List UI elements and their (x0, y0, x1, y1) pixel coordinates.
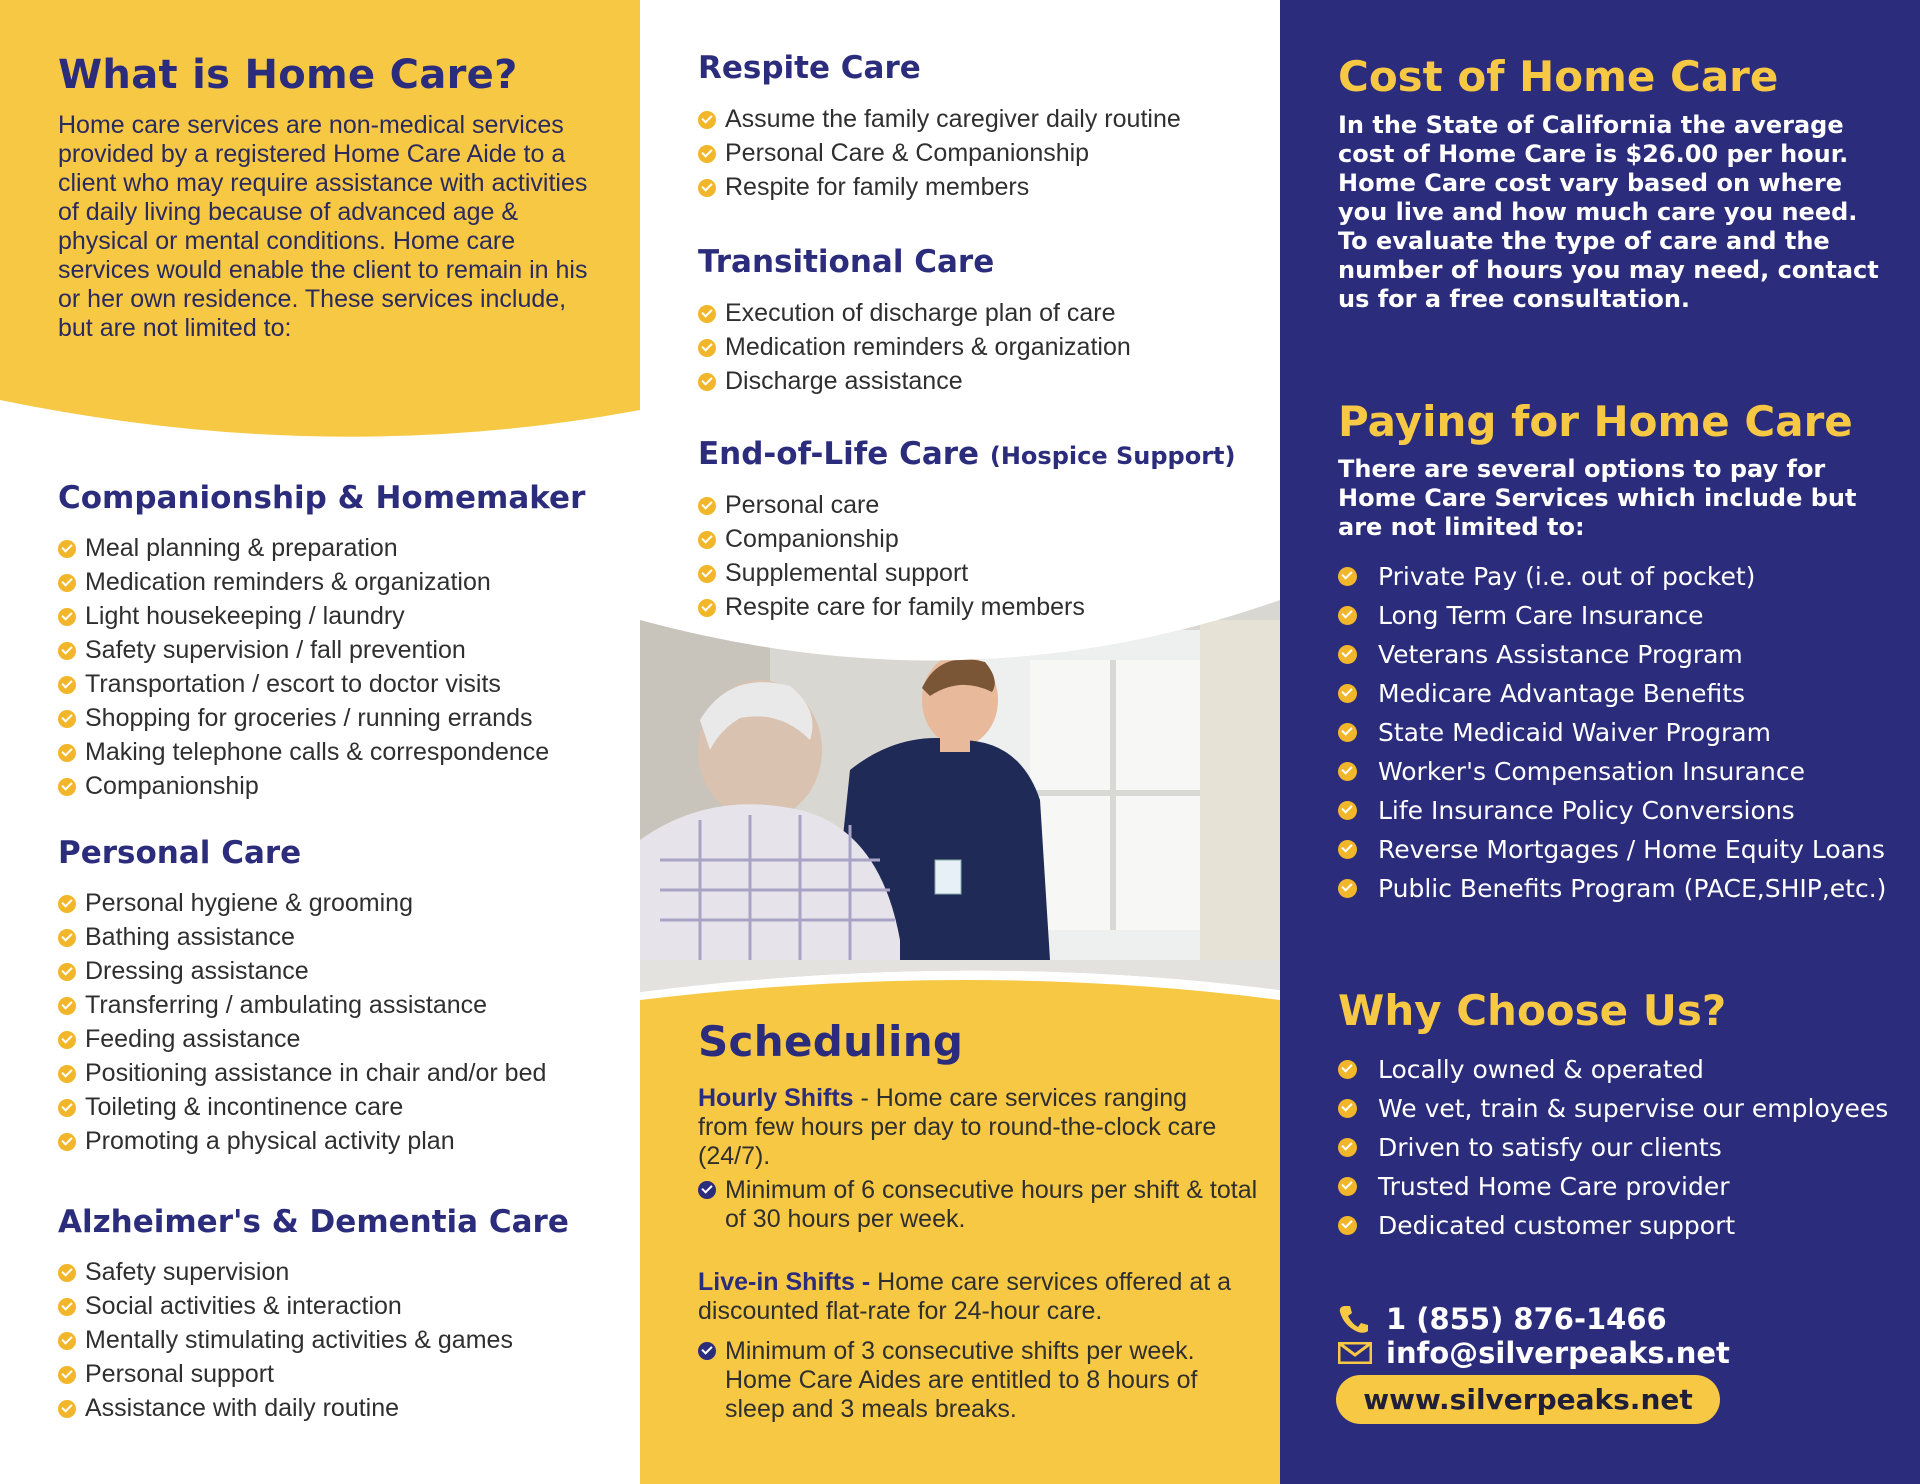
check-icon (698, 305, 716, 323)
list-respite (698, 102, 1278, 204)
check-icon (58, 574, 76, 592)
list-item: Transferring / ambulating assistance (58, 988, 638, 1022)
end-of-life-subtitle: (Hospice Support) (989, 442, 1236, 470)
list-item: Execution of discharge plan of care (698, 296, 1278, 330)
list-item: Life Insurance Policy Conversions (1338, 791, 1918, 830)
list-item: Assume the family caregiver daily routine (698, 102, 1278, 136)
check-icon (1338, 567, 1357, 586)
list-item: Reverse Mortgages / Home Equity Loans (1338, 830, 1918, 869)
list-item: Medication reminders & organization (698, 330, 1278, 364)
check-icon (1338, 1060, 1357, 1079)
list-item: Discharge assistance (698, 364, 1278, 398)
list-item: Medicare Advantage Benefits (1338, 674, 1918, 713)
list-item: Minimum of 6 consecutive hours per shift & total of 30 hours per week. (698, 1176, 1258, 1234)
list-item: Veterans Assistance Program (1338, 635, 1918, 674)
list-item: Supplemental support (698, 556, 1278, 590)
list-item: Meal planning & preparation (58, 531, 638, 565)
check-icon (58, 1099, 76, 1117)
check-icon (1338, 1138, 1357, 1157)
check-icon (58, 1264, 76, 1282)
list-item: Personal hygiene & grooming (58, 886, 638, 920)
section-title-transitional: Transitional Care (698, 244, 995, 280)
check-icon (58, 608, 76, 626)
middle-panel (640, 0, 1280, 1484)
check-icon (58, 963, 76, 981)
check-icon (58, 1298, 76, 1316)
right-panel (1280, 0, 1920, 1484)
hourly-shifts-list (698, 1176, 1258, 1234)
cost-text: In the State of California the average cost of Home Care is $26.00 per hour. Home Care cost vary based on where you live and how much care you need. To evaluate the type of care and the number of hours you may need, contact us for a free consultation. (1338, 111, 1879, 313)
list-item: Assistance with daily routine (58, 1391, 638, 1425)
list-item: Respite care for family members (698, 590, 1278, 624)
list-item: Social activities & interaction (58, 1289, 638, 1323)
livein-shifts-list (698, 1337, 1258, 1424)
list-item: Respite for family members (698, 170, 1278, 204)
section-title-respite: Respite Care (698, 50, 921, 86)
check-icon (58, 540, 76, 558)
check-icon (58, 676, 76, 694)
check-icon (1338, 1216, 1357, 1235)
check-icon (698, 111, 716, 129)
check-icon (698, 497, 716, 515)
list-item: Locally owned & operated (1338, 1050, 1918, 1089)
list-item: Personal Care & Companionship (698, 136, 1278, 170)
paying-title: Paying for Home Care (1338, 397, 1853, 446)
list-item: Toileting & incontinence care (58, 1090, 638, 1124)
check-icon (1338, 762, 1357, 781)
intro-text: Home care services are non-medical services provided by a registered Home Care Aide to a client who may require assistance with activities of daily living because of advanced age & physical or mental conditions. Home care services would enable the client to remain in his or her own residence. These services include, but are not limited to: (58, 111, 588, 342)
check-icon (1338, 1177, 1357, 1196)
section-title-companionship: Companionship & Homemaker (58, 480, 586, 516)
list-item: Personal care (698, 488, 1278, 522)
check-icon (58, 1065, 76, 1083)
end-of-life-title: End-of-Life Care (698, 436, 980, 472)
list-item: Trusted Home Care provider (1338, 1167, 1918, 1206)
phone-icon (1338, 1304, 1370, 1334)
envelope-icon (1338, 1342, 1372, 1364)
list-item: Public Benefits Program (PACE,SHIP,etc.) (1338, 869, 1918, 908)
list-item: Bathing assistance (58, 920, 638, 954)
website-url: www.silverpeaks.net (1363, 1383, 1693, 1416)
list-item: Companionship (58, 769, 638, 803)
check-icon (1338, 723, 1357, 742)
paying-options-list (1338, 557, 1918, 908)
check-icon (1338, 606, 1357, 625)
check-icon (58, 778, 76, 796)
list-item: Worker's Compensation Insurance (1338, 752, 1918, 791)
list-item: Feeding assistance (58, 1022, 638, 1056)
paying-text: There are several options to pay for Home Care Services which include but are not limited to: (1338, 455, 1857, 541)
list-item: Safety supervision (58, 1255, 638, 1289)
website-button[interactable] (1336, 1375, 1720, 1424)
check-icon (58, 1400, 76, 1418)
list-item: State Medicaid Waiver Program (1338, 713, 1918, 752)
list-item: Transportation / escort to doctor visits (58, 667, 638, 701)
list-item: Dressing assistance (58, 954, 638, 988)
list-item: Driven to satisfy our clients (1338, 1128, 1918, 1167)
check-icon (58, 642, 76, 660)
section-title-end-of-life (698, 436, 1235, 472)
hourly-shifts-description: - Home care services ranging from few hours per day to round-the-clock care (24/7). (698, 1084, 1217, 1170)
hourly-shifts-label: Hourly Shifts (698, 1084, 854, 1112)
why-choose-list (1338, 1050, 1918, 1245)
check-icon (58, 710, 76, 728)
section-title-alzheimers: Alzheimer's & Dementia Care (58, 1204, 569, 1240)
list-item: Minimum of 3 consecutive shifts per week. Home Care Aides are entitled to 8 hours of sleep and 3 meals breaks. (698, 1337, 1258, 1424)
list-transitional (698, 296, 1278, 398)
check-icon (58, 1031, 76, 1049)
list-item: Private Pay (i.e. out of pocket) (1338, 557, 1918, 596)
list-item: Dedicated customer support (1338, 1206, 1918, 1245)
list-item: Positioning assistance in chair and/or bed (58, 1056, 638, 1090)
intro-title: What is Home Care? (58, 52, 518, 98)
list-item: Mentally stimulating activities & games (58, 1323, 638, 1357)
check-icon (698, 1181, 716, 1199)
email-address: info@silverpeaks.net (1386, 1336, 1730, 1370)
check-icon (698, 145, 716, 163)
left-panel (0, 0, 640, 1484)
check-icon (1338, 801, 1357, 820)
list-item: We vet, train & supervise our employees (1338, 1089, 1918, 1128)
livein-shifts-label: Live-in Shifts - (698, 1268, 871, 1296)
cost-title: Cost of Home Care (1338, 52, 1779, 101)
phone-number: 1 (855) 876-1466 (1386, 1302, 1667, 1336)
check-icon (698, 531, 716, 549)
list-item: Personal support (58, 1357, 638, 1391)
list-item: Safety supervision / fall prevention (58, 633, 638, 667)
livein-shifts-text (698, 1268, 1243, 1326)
check-icon (698, 373, 716, 391)
check-icon (58, 997, 76, 1015)
check-icon (698, 179, 716, 197)
list-item: Medication reminders & organization (58, 565, 638, 599)
list-companionship (58, 531, 638, 803)
list-item: Light housekeeping / laundry (58, 599, 638, 633)
check-icon (1338, 645, 1357, 664)
check-icon (58, 1332, 76, 1350)
check-icon (1338, 879, 1357, 898)
check-icon (58, 1366, 76, 1384)
check-icon (698, 1342, 716, 1360)
hourly-shifts-text (698, 1084, 1243, 1171)
section-title-personal-care: Personal Care (58, 835, 302, 871)
list-item: Making telephone calls & correspondence (58, 735, 638, 769)
list-personal-care (58, 886, 638, 1158)
list-alzheimers (58, 1255, 638, 1425)
check-icon (58, 929, 76, 947)
list-item: Promoting a physical activity plan (58, 1124, 638, 1158)
check-icon (58, 744, 76, 762)
check-icon (698, 565, 716, 583)
check-icon (1338, 840, 1357, 859)
why-choose-title: Why Choose Us? (1338, 986, 1727, 1035)
check-icon (1338, 1099, 1357, 1118)
check-icon (1338, 684, 1357, 703)
check-icon (58, 1133, 76, 1151)
caregiver-photo (640, 600, 1280, 1020)
check-icon (698, 339, 716, 357)
scheduling-title: Scheduling (698, 1017, 964, 1066)
list-item: Companionship (698, 522, 1278, 556)
list-item: Long Term Care Insurance (1338, 596, 1918, 635)
check-icon (58, 895, 76, 913)
list-item: Shopping for groceries / running errands (58, 701, 638, 735)
livein-shifts-description: Home care services offered at a discounted flat-rate for 24-hour care. (698, 1268, 1232, 1325)
